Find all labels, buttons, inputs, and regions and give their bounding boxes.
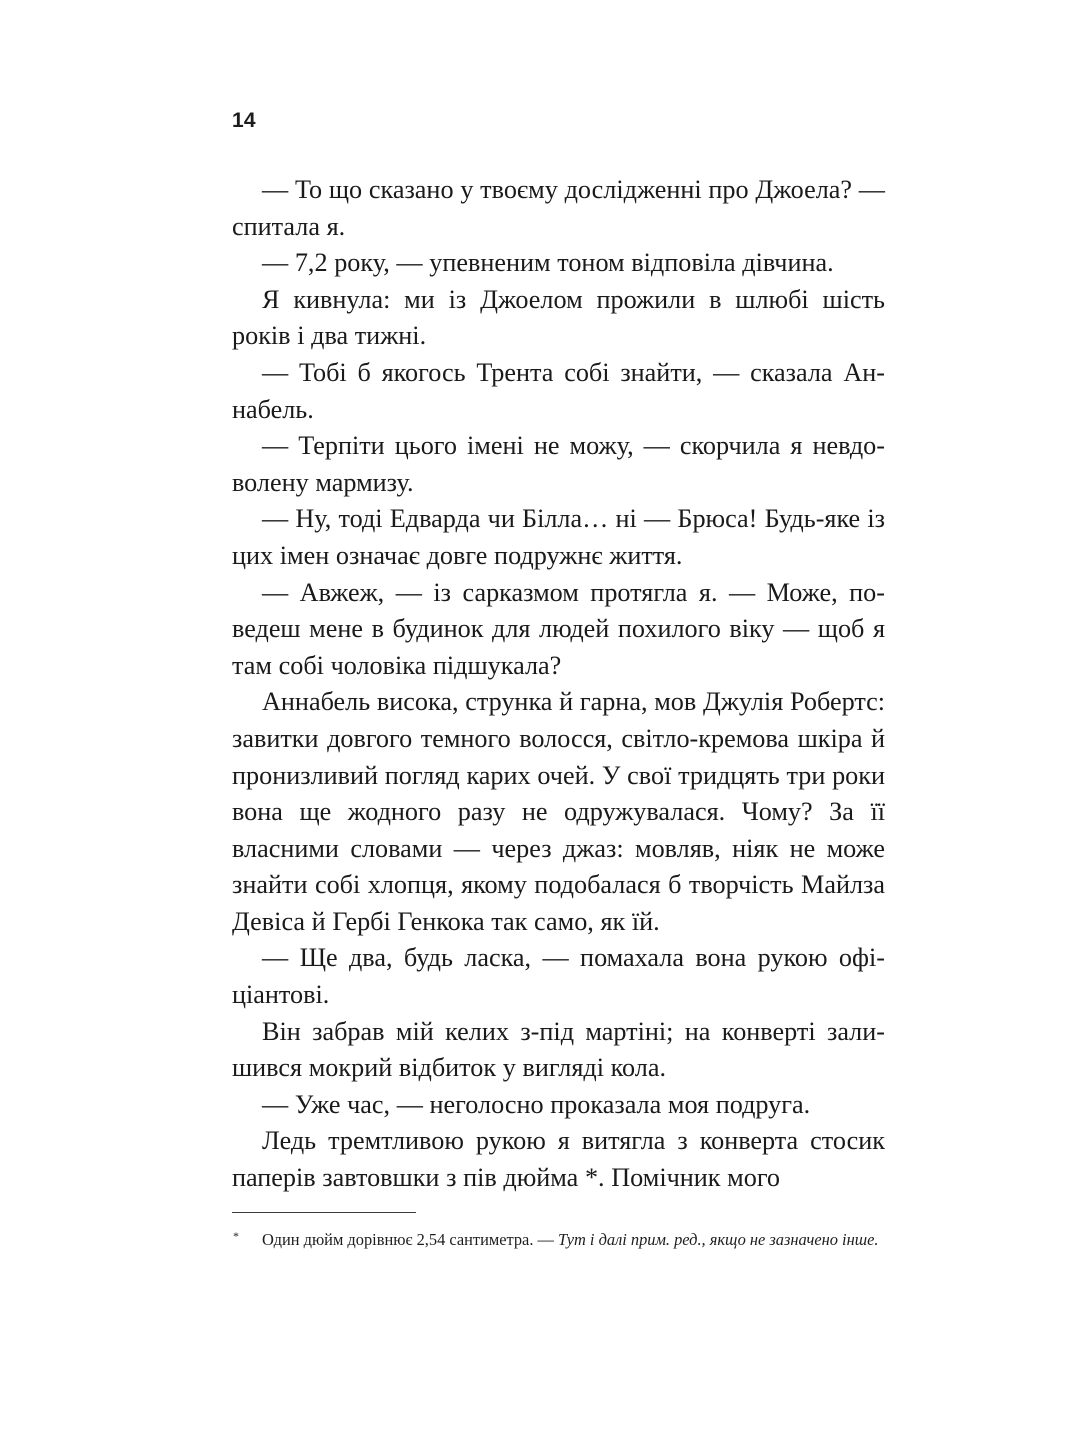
paragraph: — Ще два, будь ласка, — помахала вона рукою офіціантові. xyxy=(232,943,885,1010)
footnote-text-italic: Тут і далі прим. ред., якщо не зазначено інше. xyxy=(558,1230,879,1249)
paragraph: — Авжеж, — із сарказмом протягла я. — Може, поведеш мене в будинок для людей похилого віку — щоб я там собі чоловіка підшукала? xyxy=(232,577,885,680)
paragraph: — 7,2 року, — упевненим тоном відповіла дівчина. xyxy=(262,248,834,278)
footnote-separator-rule xyxy=(232,1212,416,1213)
paragraph: — Терпіти цього імені не можу, — скорчила я невдоволену мармизу. xyxy=(232,431,885,497)
paragraph: — Уже час, — неголосно проказала моя подруга. xyxy=(262,1089,811,1119)
paragraph: Ледь тремтливою рукою я витягла з конверта стосик паперів завтовшки з пів дюйма *. Помічник мого xyxy=(232,1126,885,1193)
paragraph: Аннабель висока, струнка й гарна, мов Джулія Робертс: завитки довгого темного волосся, світло-кремова шкіра й пронизливий погляд карих очей. У свої тридцять три роки вона ще жодного разу не одружувалася. Чому? За її власними словами — через джаз: мовляв, ніяк не може знайти собі хлопця, якому подобалася б творчість Майлза Девіса й Гербі Генкока так само, як їй. xyxy=(232,687,885,936)
paragraph: Я кивнула: ми із Джоелом прожили в шлюбі шість років і два тижні. xyxy=(232,284,885,351)
paragraph: — То що сказано у твоєму дослідженні про Джоела? — спитала я. xyxy=(232,175,885,241)
footnote-marker: * xyxy=(233,1229,239,1243)
footnote xyxy=(232,1227,885,1252)
footnote-text-roman: Один дюйм дорівнює 2,54 сантиметра. — xyxy=(262,1230,558,1249)
body-text-block xyxy=(232,172,885,1197)
paragraph: Він забрав мій келих з-під мартіні; на конверті залишився мокрий відбиток у вигляді кола. xyxy=(232,1016,885,1083)
footnote-zone xyxy=(232,1212,885,1252)
paragraph: — Ну, тоді Едварда чи Білла… ні — Брюса! Будь-яке із цих імен означає довге подружнє життя. xyxy=(232,504,885,570)
paragraph: — Тобі б якогось Трента собі знайти, — сказала Аннабель. xyxy=(232,357,885,424)
page-number: 14 xyxy=(232,109,256,132)
